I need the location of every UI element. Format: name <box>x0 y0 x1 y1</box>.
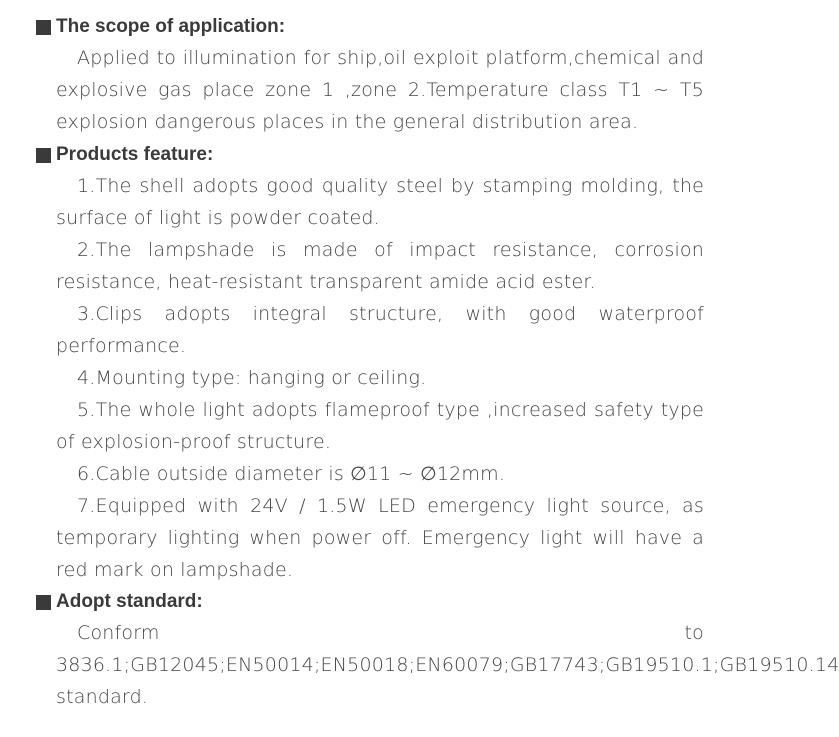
feature-item-2: 2.The lampshade is made of impact resistance, corrosion resistance, heat-resistant transparent amide acid ester. <box>56 239 704 293</box>
scope-section <box>0 13 742 138</box>
square-bullet-icon <box>36 20 51 35</box>
feature-item-3: 3.Clips adopts integral structure, with good waterproof performance. <box>56 303 704 357</box>
features-heading <box>36 141 742 169</box>
scope-paragraph: Applied to illumination for ship,oil exploit platform,chemical and explosive gas place zone 1 ,zone 2.Temperature class T1 ~ T5 explosion dangerous places in the general distribution area. <box>56 47 704 133</box>
features-title: Products feature: <box>56 144 214 165</box>
feature-item-5: 5.The whole light adopts flameproof type ,increased safety type of explosion-proof structure. <box>56 399 704 453</box>
features-section <box>0 141 742 586</box>
feature-item-6: 6.Cable outside diameter is ∅11 ~ ∅12mm. <box>77 463 506 485</box>
square-bullet-icon <box>36 148 51 163</box>
square-bullet-icon <box>36 595 51 610</box>
feature-item-7: 7.Equipped with 24V / 1.5W LED emergency light source, as temporary lighting when power off. Emergency light will have a red mark on lampshade. <box>56 495 704 581</box>
feature-item-4: 4.Mounting type: hanging or ceiling. <box>77 367 427 389</box>
scope-heading <box>36 13 742 41</box>
standard-paragraph: Conform to 3836.1;GB12045;EN50014;EN50018;EN60079;GB17743;GB19510.1;GB19510.14 standard. <box>56 622 839 708</box>
standard-heading <box>36 588 742 616</box>
standard-section <box>0 588 839 713</box>
scope-title: The scope of application: <box>56 16 286 37</box>
feature-item-1: 1.The shell adopts good quality steel by stamping molding, the surface of light is powder coated. <box>56 175 704 229</box>
standard-title: Adopt standard: <box>56 591 203 612</box>
